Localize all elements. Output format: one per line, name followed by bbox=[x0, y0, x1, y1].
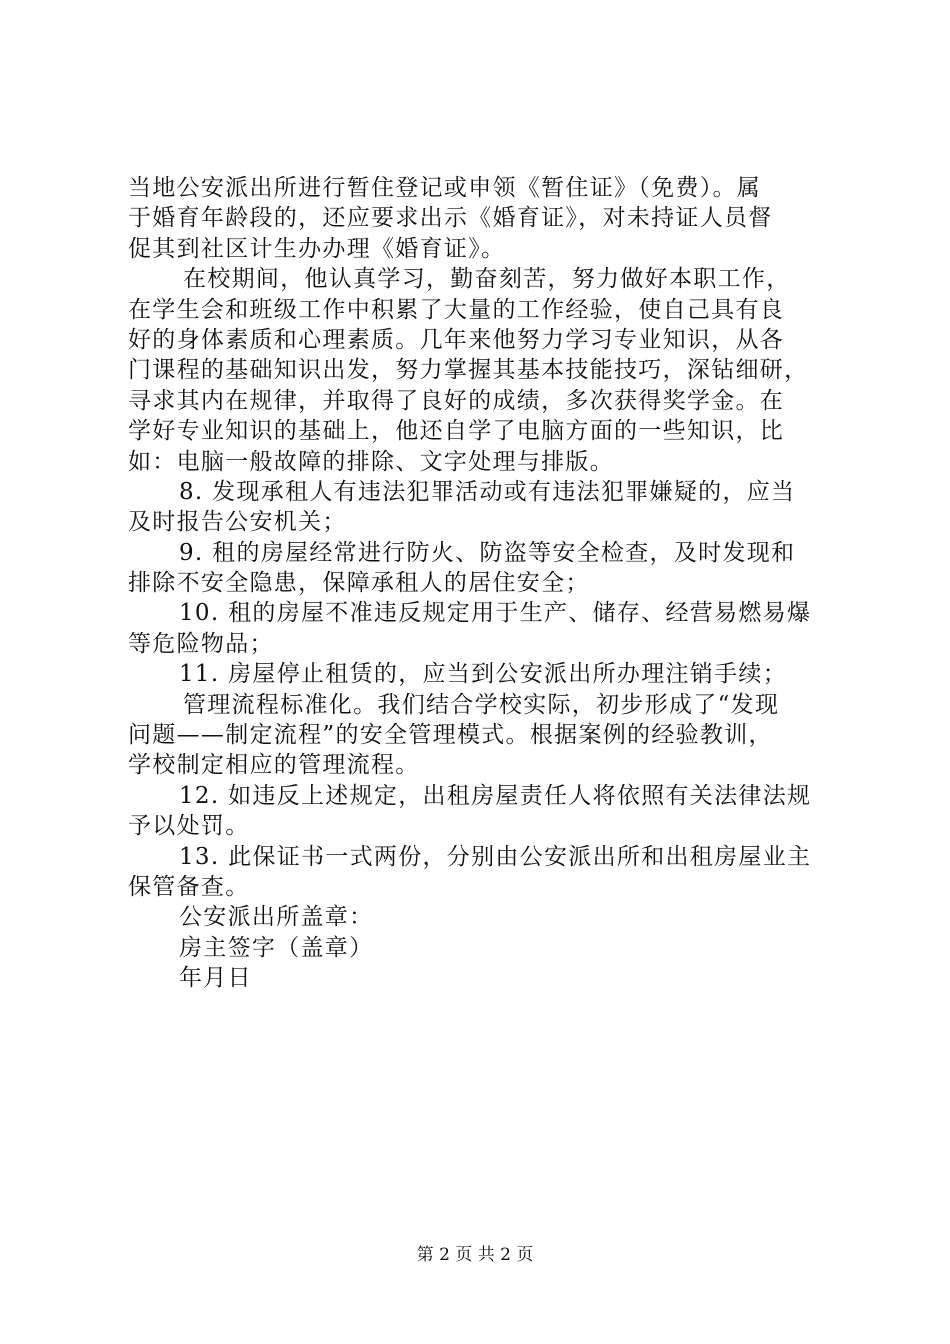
police-station-seal-line: 公安派出所盖章： bbox=[179, 904, 374, 931]
paragraph-first-line: 管理流程标准化。我们结合学校实际，初步形成了“发现 bbox=[183, 691, 780, 718]
clause-13: 13. 此保证书一式两份，分别由公安派出所和出租房屋业主 bbox=[179, 843, 812, 870]
text-line: 门课程的基础知识出发，努力掌握其基本技能技巧，深钻细研， bbox=[128, 357, 809, 384]
document-body bbox=[128, 173, 833, 994]
text-line: 保管备查。 bbox=[128, 873, 250, 900]
clause-9: 9. 租的房屋经常进行防火、防盗等安全检查，及时发现和 bbox=[179, 539, 796, 566]
text-line: 当地公安派出所进行暂住登记或申领《暂住证》（免费）。属 bbox=[128, 175, 762, 201]
text-line: 等危险物品； bbox=[128, 630, 274, 657]
text-line: 予以处罚。 bbox=[128, 813, 250, 840]
text-line: 促其到社区计生办办理《婚育证》。 bbox=[128, 235, 506, 262]
clause-8: 8. 发现承租人有违法犯罪活动或有违法犯罪嫌疑的，应当 bbox=[179, 478, 796, 505]
landlord-signature-line: 房主签字（盖章） bbox=[179, 934, 374, 961]
text-line: 排除不安全隐患，保障承租人的居住安全； bbox=[128, 570, 590, 597]
clause-10: 10. 租的房屋不准违反规定用于生产、储存、经营易燃易爆 bbox=[179, 600, 812, 627]
date-line: 年月日 bbox=[179, 965, 252, 992]
text-line: 学校制定相应的管理流程。 bbox=[128, 752, 420, 779]
text-line: 好的身体素质和心理素质。几年来他努力学习专业知识，从各 bbox=[128, 326, 785, 353]
paragraph-first-line: 在校期间，他认真学习，勤奋刻苦，努力做好本职工作， bbox=[183, 266, 791, 293]
text-line: 问题——制定流程”的安全管理模式。根据案例的经验教训， bbox=[128, 722, 773, 749]
text-line: 学好专业知识的基础上，他还自学了电脑方面的一些知识，比 bbox=[128, 418, 785, 445]
text-line: 于婚育年龄段的，还应要求出示《婚育证》，对未持证人员督 bbox=[128, 205, 773, 232]
text-line: 及时报告公安机关； bbox=[128, 509, 347, 536]
clause-11: 11. 房屋停止租赁的，应当到公安派出所办理注销手续； bbox=[179, 661, 787, 688]
text-line: 如：电脑一般故障的排除、文字处理与排版。 bbox=[128, 448, 614, 475]
clause-12: 12. 如违反上述规定，出租房屋责任人将依照有关法律法规 bbox=[179, 782, 812, 809]
text-line: 寻求其内在规律，并取得了良好的成绩，多次获得奖学金。在 bbox=[128, 387, 785, 414]
page-footer: 第 2 页 共 2 页 bbox=[416, 1245, 534, 1265]
text-line: 在学生会和班级工作中积累了大量的工作经验，使自己具有良 bbox=[128, 296, 785, 323]
